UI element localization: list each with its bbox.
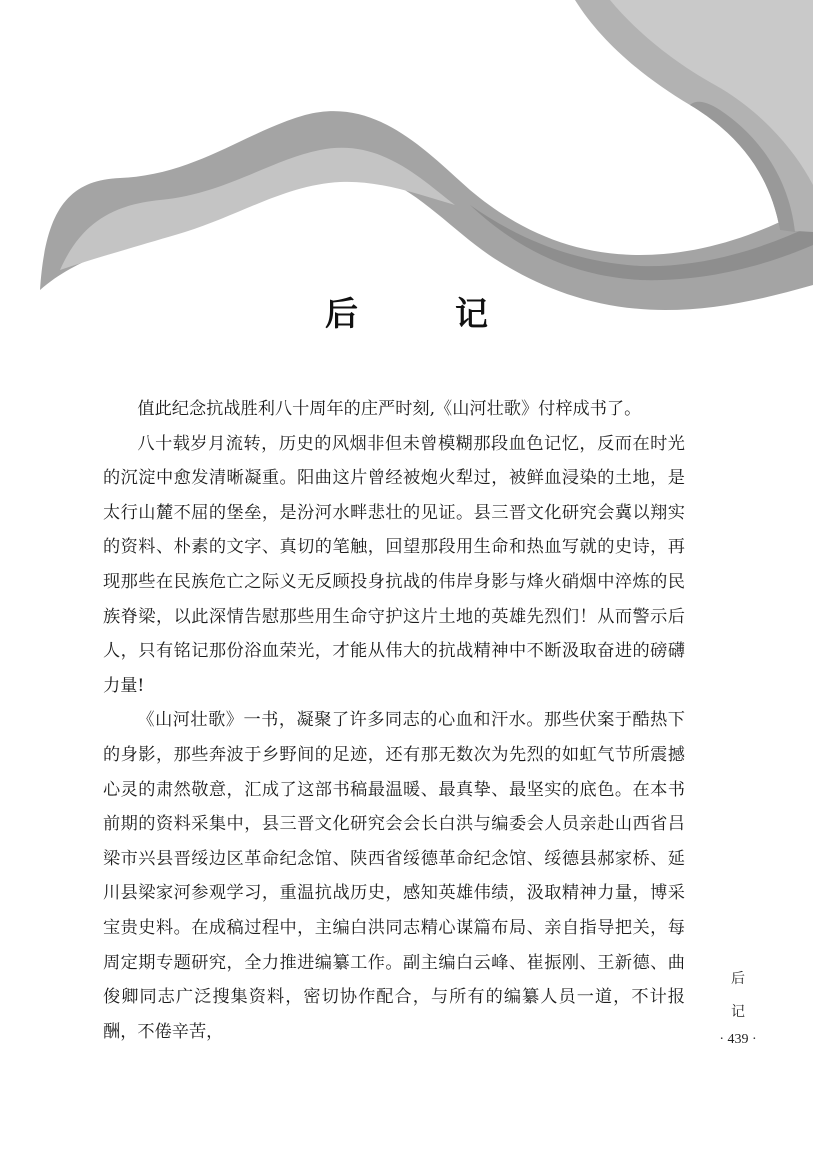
paragraph: 八十载岁月流转，历史的风烟非但未曾模糊那段血色记忆，反而在时光的沉淀中愈发清晰凝重。阳曲这片曾经被炮火犁过，被鲜血浸染的土地，是太行山麓不屈的堡垒，是汾河水畔悲壮的见证。县三晋文化研究会冀以翔实的资料、朴素的文字、真切的笔触，回望那段用生命和热血写就的史诗，再现那些在民族危亡之际义无反顾投身抗战的伟岸身影与烽火硝烟中淬炼的民族脊梁，以此深情告慰那些用生命守护这片土地的英雄先烈们！从而警示后人，只有铭记那份浴血荣光，才能从伟大的抗战精神中不断汲取奋进的磅礴力量! bbox=[103, 433, 685, 696]
paragraph: 《山河壮歌》一书，凝聚了许多同志的心血和汗水。那些伏案于酷热下的身影，那些奔波于乡野间的足迹，还有那无数次为先烈的如虹气节所震撼心灵的肃然敬意，汇成了这部书稿最温暖、最真挚、最坚实的底色。在本书前期的资料采集中，县三晋文化研究会会长白洪与编委会人员亲赴山西省吕梁市兴县晋绥边区革命纪念馆、陕西省绥德革命纪念馆、绥德县郝家桥、延川县梁家河参观学习，重温抗战历史，感知英雄伟绩，汲取精神力量，博采宝贵史料。在成稿过程中，主编白洪同志精心谋篇布局、亲自指导把关，每周定期专题研究，全力推进编纂工作。副主编白云峰、崔振刚、王新德、曲俊卿同志广泛搜集资料，密切协作配合，与所有的编纂人员一道，不计报酬，不倦辛苦， bbox=[103, 710, 685, 1042]
decorative-ribbon bbox=[0, 0, 813, 330]
side-running-head-char-2: 记 bbox=[731, 1004, 745, 1020]
body-text bbox=[103, 392, 685, 1049]
page-title: 后 记 bbox=[325, 294, 520, 333]
side-running-head-char-1: 后 bbox=[731, 971, 745, 987]
page-number: · 439 · bbox=[719, 1032, 757, 1047]
paragraph: 值此纪念抗战胜利八十周年的庄严时刻,《山河壮歌》付梓成书了。 bbox=[137, 399, 642, 419]
